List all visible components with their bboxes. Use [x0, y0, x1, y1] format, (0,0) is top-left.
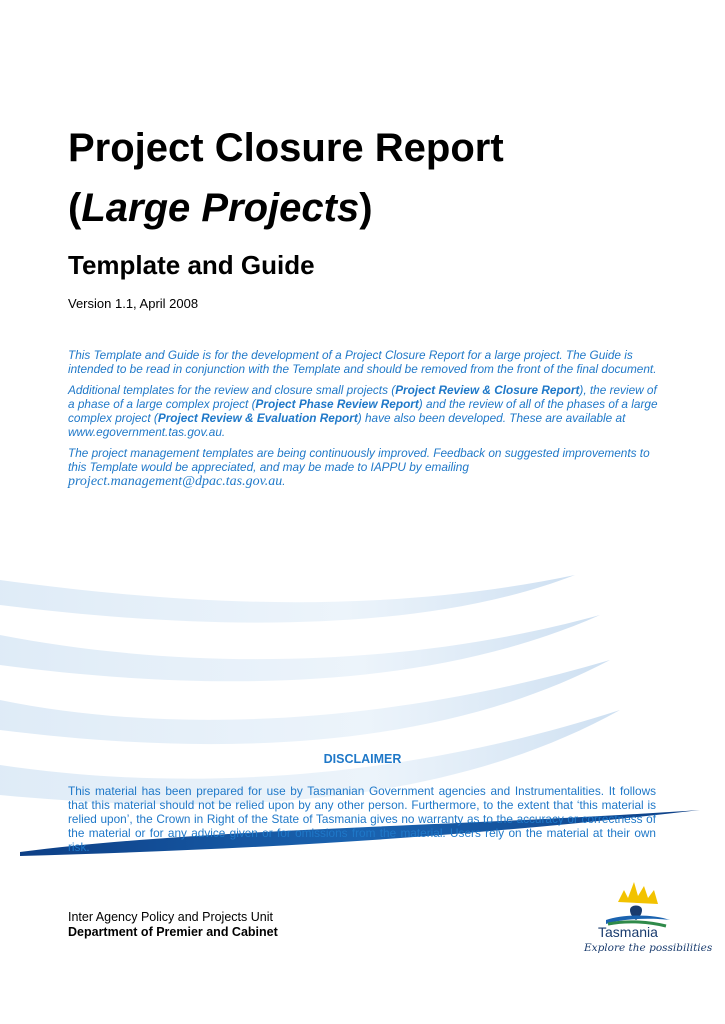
feedback-email-link[interactable]: project.management@dpac.tas.gov.au	[68, 474, 283, 489]
document-title: Project Closure Report	[68, 126, 504, 170]
logo-tagline: Explore the possibilities	[584, 942, 713, 954]
guide-paragraph-1: This Template and Guide is for the development of a Project Closure Report for a large project. The Guide is intended to be read in conjunction with the Template and should be removed from the front of the final document.	[68, 348, 657, 376]
guide-paragraph-2: Additional templates for the review and closure small projects (Project Review & Closure Report), the review of a phase of a large complex project (Project Phase Review Report) and the review of all of the phases of a large complex project (Project Review & Evaluation Report) have also been developed. These are available at www.egovernment.tas.gov.au.	[68, 383, 658, 439]
department-name: Department of Premier and Cabinet	[68, 925, 278, 939]
wave-band-2	[0, 615, 600, 681]
guide-paragraph-3: The project management templates are being continuously improved. Feedback on suggested improvements to this Template would be appreciated, and may be made to IAPPU by emailing project.management@dpac.tas.gov.au.	[68, 446, 650, 489]
disclaimer-heading: DISCLAIMER	[323, 752, 402, 766]
unit-name: Inter Agency Policy and Projects Unit	[68, 910, 273, 924]
document-subtitle: Template and Guide	[68, 250, 315, 280]
title-block	[68, 118, 688, 238]
wave-band-1	[0, 575, 575, 623]
logo-wordmark: Tasmania	[598, 924, 658, 940]
document-title-qualifier: (Large Projects)	[68, 186, 373, 230]
version-text: Version 1.1, April 2008	[68, 296, 199, 311]
disclaimer-text: This material has been prepared for use by Tasmanian Government agencies and Instrumentalities. It follows that this material should not be relied upon by any other person. Furthermore, to the extent that ‘this material is relied upon’, the Crown in Right of the State of Tasmania gives no warranty as to the accuracy or correctness of the material or for any advice given or for omissions from the material. Users rely on the material at their own risk.	[68, 784, 656, 854]
guide-notes	[68, 348, 660, 496]
footer-publisher	[68, 910, 278, 940]
